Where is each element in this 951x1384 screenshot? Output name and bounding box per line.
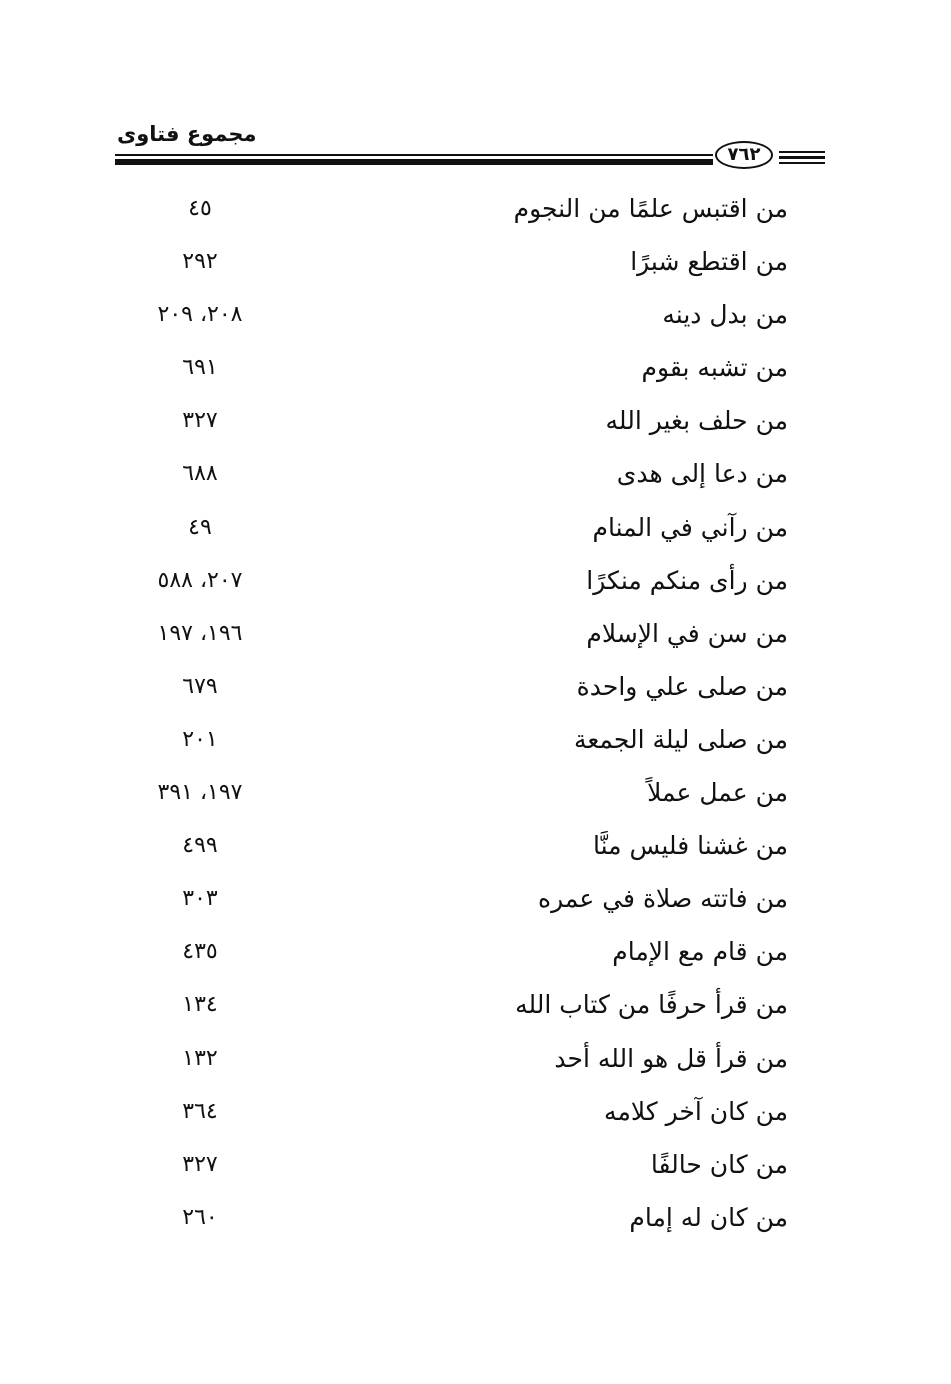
index-entry bbox=[130, 558, 788, 611]
index-entry bbox=[130, 876, 788, 929]
page-references: ٢٩٢ bbox=[182, 249, 218, 275]
page-header bbox=[115, 118, 825, 178]
index-entry bbox=[130, 239, 788, 292]
page-references: ١٩٧، ٣٩١ bbox=[157, 780, 243, 806]
header-rule-thick bbox=[115, 159, 713, 165]
hadith-phrase: من رآني في المنام bbox=[592, 512, 788, 542]
hadith-phrase: من غشنا فليس منَّا bbox=[593, 831, 788, 861]
header-ornament-rule bbox=[779, 162, 825, 164]
hadith-index-list bbox=[130, 186, 788, 1248]
page-references: ٦٩١ bbox=[182, 355, 218, 381]
index-entry bbox=[130, 929, 788, 982]
hadith-phrase: من قرأ قل هو الله أحد bbox=[554, 1043, 788, 1073]
hadith-phrase: من اقتبس علمًا من النجوم bbox=[513, 194, 788, 223]
index-entry bbox=[130, 1142, 788, 1195]
page-references: ٤٣٥ bbox=[182, 939, 218, 965]
index-entry bbox=[130, 664, 788, 717]
page-references: ٤٩ bbox=[188, 514, 212, 540]
hadith-phrase: من كان له إمام bbox=[629, 1202, 788, 1232]
index-entry bbox=[130, 1195, 788, 1248]
header-ornament-rule bbox=[779, 156, 825, 159]
header-rule-thin bbox=[115, 154, 713, 156]
hadith-phrase: من فاتته صلاة في عمره bbox=[538, 884, 788, 914]
index-entry bbox=[130, 451, 788, 504]
book-title: مجموع فتاوى bbox=[117, 122, 257, 146]
hadith-phrase: من دعا إلى هدى bbox=[616, 459, 788, 489]
index-entry bbox=[130, 345, 788, 398]
hadith-phrase: من حلف بغير الله bbox=[605, 406, 788, 436]
page-number: ٧٦٢ bbox=[727, 144, 761, 165]
page-references: ٦٨٨ bbox=[182, 461, 218, 487]
hadith-phrase: من صلى ليلة الجمعة bbox=[573, 724, 788, 754]
index-entry bbox=[130, 770, 788, 823]
hadith-phrase: من تشبه بقوم bbox=[641, 353, 788, 383]
index-entry bbox=[130, 505, 788, 558]
page-references: ٣٢٧ bbox=[182, 1151, 218, 1177]
hadith-phrase: من كان آخر كلامه bbox=[604, 1096, 788, 1126]
index-entry bbox=[130, 717, 788, 770]
hadith-phrase: من سن في الإسلام bbox=[586, 618, 788, 648]
hadith-phrase: من اقتطع شبرًا bbox=[630, 247, 788, 277]
page-references: ٢٠٨، ٢٠٩ bbox=[157, 302, 243, 328]
index-entry bbox=[130, 1089, 788, 1142]
page-references: ٢٠١ bbox=[182, 726, 218, 752]
page-references: ١٩٦، ١٩٧ bbox=[157, 620, 243, 646]
hadith-phrase: من بدل دينه bbox=[662, 300, 788, 330]
page-references: ٤٥ bbox=[188, 196, 212, 221]
page-references: ٤٩٩ bbox=[182, 833, 218, 859]
index-entry bbox=[130, 611, 788, 664]
index-entry bbox=[130, 398, 788, 451]
page-references: ١٣٤ bbox=[182, 992, 218, 1018]
hadith-phrase: من عمل عملاً bbox=[647, 778, 788, 808]
page-references: ٢٠٧، ٥٨٨ bbox=[157, 567, 243, 593]
page-references: ٢٦٠ bbox=[182, 1204, 218, 1230]
header-ornament-rule bbox=[779, 151, 825, 153]
index-entry bbox=[130, 292, 788, 345]
index-entry bbox=[130, 186, 788, 239]
page-references: ١٣٢ bbox=[182, 1045, 218, 1071]
page-number-badge bbox=[715, 141, 773, 169]
hadith-phrase: من كان حالفًا bbox=[650, 1149, 788, 1179]
hadith-phrase: من رأى منكم منكرًا bbox=[586, 565, 788, 595]
hadith-phrase: من قرأ حرفًا من كتاب الله bbox=[515, 990, 788, 1020]
page-references: ٣٢٧ bbox=[182, 408, 218, 434]
page-references: ٣٠٣ bbox=[182, 886, 218, 912]
page-references: ٣٦٤ bbox=[182, 1098, 218, 1124]
index-entry bbox=[130, 1036, 788, 1089]
page-references: ٦٧٩ bbox=[182, 673, 218, 699]
index-entry bbox=[130, 982, 788, 1035]
index-entry bbox=[130, 823, 788, 876]
hadith-phrase: من صلى علي واحدة bbox=[576, 671, 788, 701]
hadith-phrase: من قام مع الإمام bbox=[612, 937, 788, 967]
